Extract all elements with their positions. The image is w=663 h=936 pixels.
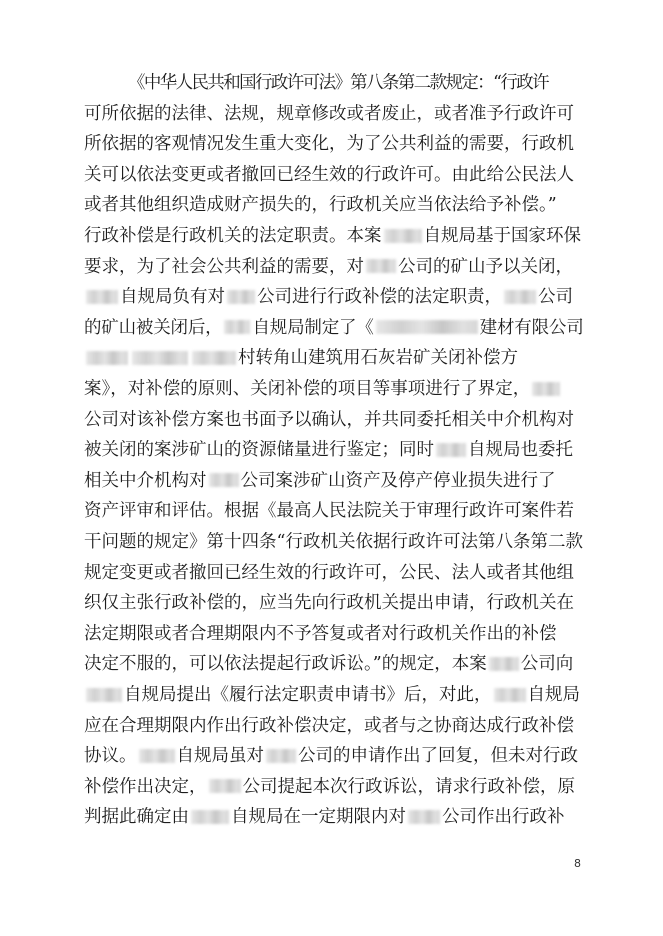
text-line [84, 343, 584, 373]
text-segment: 或者其他组织造成财产损失的，行政机关应当依法给予补偿。” [84, 195, 557, 216]
text-segment: 所依据的客观情况发生重大变化，为了公共利益的需要，行政机 [84, 134, 574, 155]
text-segment: 织仅主张行政补偿的，应当先向行政机关提出申请，行政机关在 [84, 593, 574, 614]
redacted-text [504, 290, 536, 304]
text-segment: 自规局基于国家环保 [423, 226, 581, 246]
text-line [84, 588, 584, 618]
redacted-text [384, 229, 422, 243]
text-line [84, 711, 584, 741]
text-segment: 判据此确定由 [84, 807, 189, 828]
text-segment: 自规局也委托 [468, 440, 573, 461]
text-line [84, 496, 584, 526]
text-segment: 《中华人民共和国行政许可法》第八条第二款规定：“行政许 [128, 73, 548, 93]
text-line [84, 160, 584, 190]
redacted-text [86, 290, 118, 304]
text-segment: 公司向 [520, 654, 574, 675]
text-line [84, 252, 584, 282]
text-segment: 自规局 [527, 685, 580, 705]
text-segment: 公司进行行政补偿的法定职责， [257, 287, 502, 308]
text-line [84, 466, 584, 496]
redacted-text [224, 320, 250, 334]
page-number: 8 [574, 857, 581, 870]
text-line [84, 99, 584, 129]
redacted-text [191, 810, 229, 824]
text-line [84, 374, 584, 404]
text-segment: 的矿山被关闭后， [84, 317, 223, 338]
text-segment: 相关中介机构对 [84, 470, 207, 491]
text-segment: 案》，对补偿的原则、关闭补偿的项目等事项进行了界定， [84, 379, 531, 399]
text-segment: 自规局提出《履行法定职责申请书》后，对此， [124, 685, 492, 705]
text-line [84, 221, 584, 251]
text-line [84, 741, 584, 771]
redacted-text [376, 320, 478, 334]
text-line [84, 313, 584, 343]
text-segment: 法定期限或者合理期限内不予答复或者对行政机关作出的补偿 [84, 623, 557, 644]
text-segment: 公司 [538, 287, 573, 308]
text-segment: 行政补偿是行政机关的法定职责。本案 [84, 226, 382, 246]
text-segment: 可所依据的法律、法规，规章修改或者废止，或者准予行政许可 [84, 103, 574, 124]
text-segment: 规定变更或者撤回已经生效的行政许可，公民、法人或者其他组 [84, 562, 574, 583]
redacted-text [86, 688, 122, 702]
redacted-text [436, 443, 466, 457]
text-segment: 公司的矿山予以关闭， [398, 256, 573, 277]
text-segment: 自规局在一定期限内对 [231, 807, 406, 828]
text-segment: 要求，为了社会公共利益的需要，对 [84, 256, 364, 277]
text-segment: 决定不服的，可以依法提起行政诉讼。”的规定，本案 [84, 654, 487, 675]
redacted-text [132, 351, 188, 365]
redacted-text [192, 351, 236, 365]
text-segment: 协议。 [84, 746, 137, 767]
redacted-text [266, 749, 296, 763]
redacted-text [532, 382, 560, 396]
text-line [84, 680, 584, 710]
text-line [84, 129, 584, 159]
text-segment: 干问题的规定》第十四条“行政机关依据行政许可法第八条第二款 [84, 532, 583, 552]
text-line [84, 527, 584, 557]
redacted-text [209, 779, 241, 793]
text-segment: 建材有限公司 [479, 317, 584, 338]
text-segment: 资产评审和评估。根据《最高人民法院关于审理行政许可案件若 [84, 501, 574, 522]
text-line [84, 190, 584, 220]
text-line [84, 282, 584, 312]
text-segment: 被关闭的案涉矿山的资源储量进行鉴定；同时 [84, 440, 434, 461]
redacted-text [408, 810, 440, 824]
text-segment: 自规局负有对 [120, 287, 225, 308]
text-segment: 自规局制定了《 [252, 317, 374, 338]
redacted-text [86, 351, 128, 365]
text-segment: 公司案涉矿山资产及停产停业损失进行了 [240, 470, 556, 491]
text-segment: 自规局虽对 [176, 746, 264, 767]
redacted-text [489, 657, 519, 671]
text-segment: 补偿作出决定， [84, 776, 207, 797]
text-line [84, 649, 584, 679]
redacted-text [227, 290, 255, 304]
text-segment: 应在合理期限内作出行政补偿决定，或者与之协商达成行政补偿 [84, 715, 574, 736]
text-segment: 公司的申请作出了回复，但未对行政 [298, 746, 578, 767]
text-line [84, 802, 584, 832]
text-line [128, 68, 628, 98]
text-segment: 公司提起本次行政诉讼，请求行政补偿，原 [242, 776, 575, 797]
redacted-text [494, 688, 526, 702]
text-segment: 公司对该补偿方案也书面予以确认，并共同委托相关中介机构对 [84, 409, 574, 430]
text-segment: 村转角山建筑用石灰岩矿关闭补偿方 [238, 348, 518, 369]
redacted-text [209, 473, 239, 487]
text-line [84, 772, 584, 802]
text-line [84, 405, 584, 435]
text-line [84, 558, 584, 588]
text-segment: 关可以依法变更或者撤回已经生效的行政许可。由此给公民法人 [84, 164, 574, 185]
text-line [84, 619, 584, 649]
redacted-text [139, 749, 175, 763]
text-line [84, 435, 584, 465]
text-segment: 公司作出行政补 [442, 807, 565, 828]
redacted-text [366, 259, 396, 273]
